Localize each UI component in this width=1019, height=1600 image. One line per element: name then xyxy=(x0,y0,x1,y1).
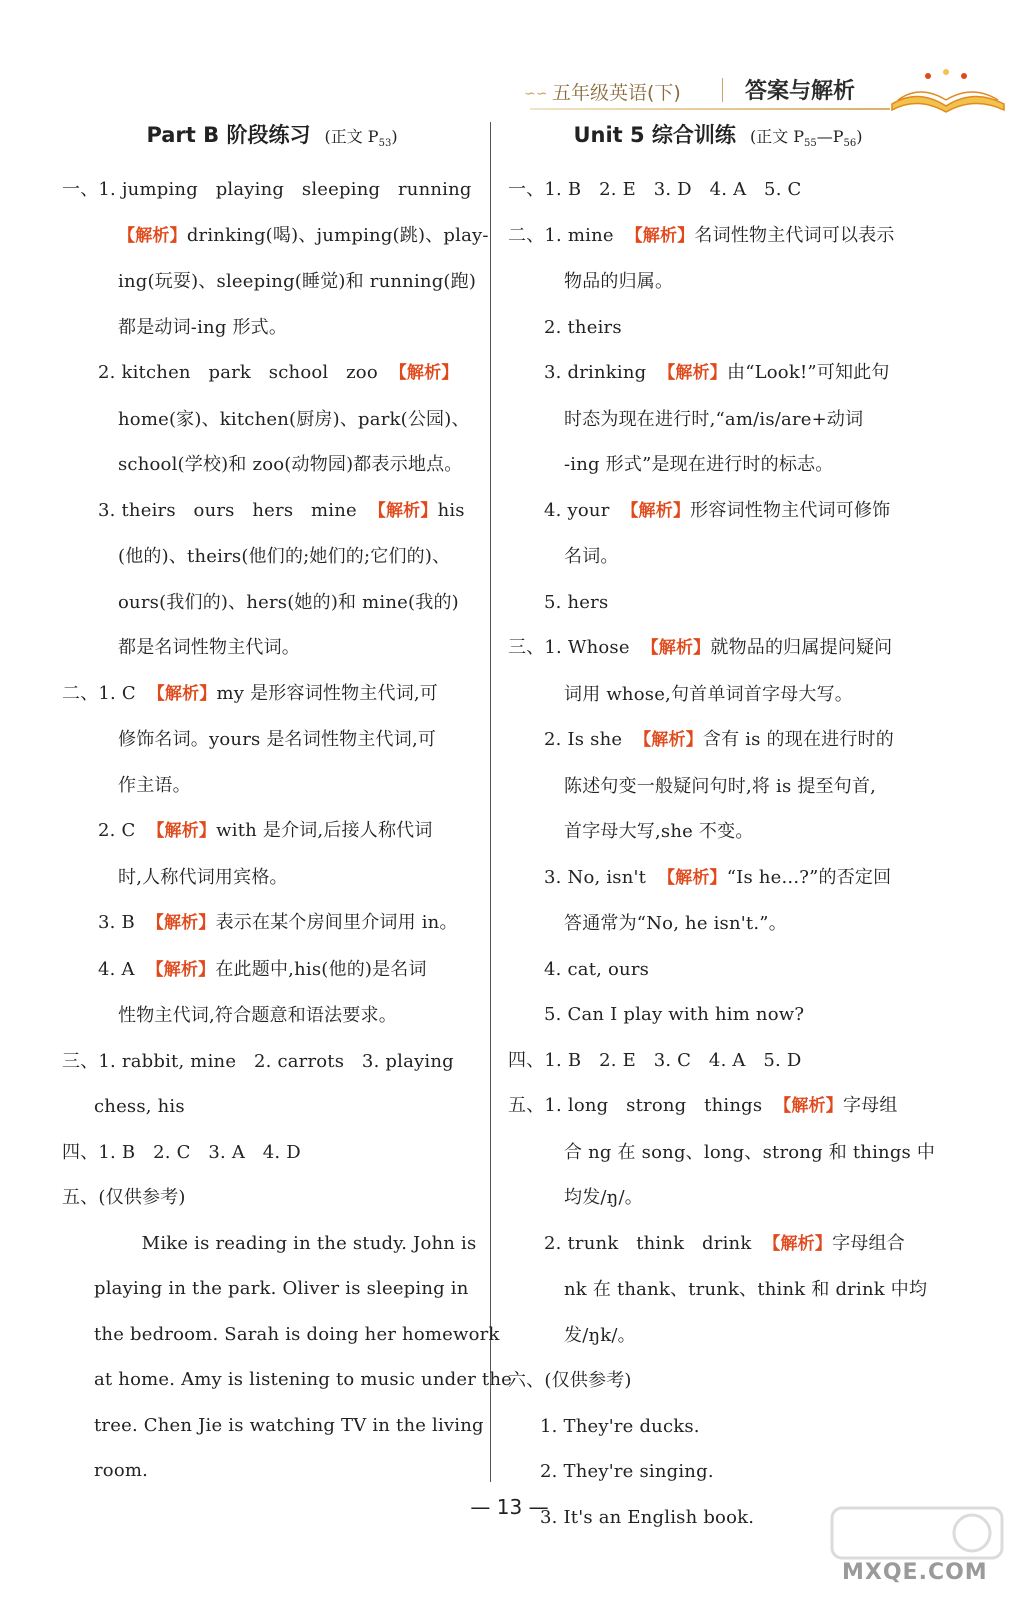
right-answer-line xyxy=(508,1130,936,1176)
answer-text: 修饰名词。yours 是名词性物主代词,可 xyxy=(118,729,437,751)
answer-text: 二、1. mine xyxy=(508,224,626,246)
answer-text: 四、1. B 2. E 3. C 4. A 5. D xyxy=(508,1049,802,1071)
left-answer-line xyxy=(62,397,482,443)
analysis-text: 表示在某个房间里介词用 in。 xyxy=(215,912,458,934)
answer-text: 都是名词性物主代词。 xyxy=(118,637,300,659)
swirl-ornament-icon: ∽∽ xyxy=(524,86,548,102)
answer-text: 五、(仅供参考) xyxy=(62,1187,186,1209)
left-answer-line xyxy=(62,1221,482,1267)
page-header xyxy=(0,60,1019,120)
left-answer-line xyxy=(62,625,482,671)
left-answer-line xyxy=(62,947,482,994)
left-answer-line xyxy=(62,717,482,763)
right-answer-line xyxy=(508,580,928,626)
right-answer-line xyxy=(508,442,928,488)
answer-text: 合 ng 在 song、long、strong 和 things 中 xyxy=(564,1141,936,1163)
answer-text: 4. cat, ours xyxy=(544,958,650,980)
right-answer-line xyxy=(508,809,928,855)
left-answer-line xyxy=(62,580,482,626)
analysis-tag: 【解析】 xyxy=(634,730,703,751)
analysis-text: my 是形容词性物主代词,可 xyxy=(216,682,439,704)
answer-text: 3. No, isn't xyxy=(544,866,658,888)
right-answer-line xyxy=(508,672,928,718)
left-answer-line xyxy=(62,1312,500,1358)
right-answer-line xyxy=(508,901,928,947)
analysis-tag: 【解析】 xyxy=(641,638,711,659)
right-answer-line xyxy=(508,717,928,764)
analysis-text: 名词性物主代词可以表示 xyxy=(694,224,895,246)
left-column xyxy=(62,118,512,1494)
left-answer-line xyxy=(62,1130,482,1176)
answer-text: 作主语。 xyxy=(118,774,191,796)
analysis-tag: 【解析】 xyxy=(774,1096,843,1117)
left-answer-line xyxy=(62,1357,512,1403)
left-answer-line xyxy=(62,1266,482,1312)
left-title-text: Part B 阶段练习 xyxy=(146,123,311,147)
answer-text: 时,人称代词用宾格。 xyxy=(118,866,288,888)
analysis-text: drinking(喝)、jumping(跳)、play- xyxy=(186,224,489,246)
answer-text: 五、1. long strong things xyxy=(508,1095,775,1117)
answer-text: 四、1. B 2. C 3. A 4. D xyxy=(62,1141,301,1163)
right-answer-line xyxy=(508,1038,928,1084)
left-answer-line xyxy=(62,167,482,213)
analysis-text: 字母组合 xyxy=(832,1232,905,1254)
left-answer-line xyxy=(62,1403,482,1449)
answer-text: 2. trunk think drink xyxy=(544,1232,764,1254)
right-answer-line xyxy=(508,947,928,993)
right-answer-line xyxy=(508,1221,928,1268)
left-answer-line xyxy=(62,671,482,718)
left-answer-line xyxy=(62,259,482,305)
left-answer-line xyxy=(62,1175,482,1221)
right-answer-line xyxy=(508,305,928,351)
analysis-text: with 是介词,后接人称代词 xyxy=(216,820,433,842)
analysis-tag: 【解析】 xyxy=(147,821,217,842)
answer-text: school(学校)和 zoo(动物园)都表示地点。 xyxy=(118,454,463,476)
answer-text: 发/ŋk/。 xyxy=(564,1324,636,1346)
left-page-ref: (正文 $P_{53}$) xyxy=(324,127,398,150)
left-answer-line xyxy=(62,488,482,535)
answer-text: tree. Chen Jie is watching TV in the living xyxy=(94,1414,484,1436)
answer-text: 时态为现在进行时,“am/is/are+动词 xyxy=(564,408,864,430)
right-column xyxy=(508,118,936,1540)
left-answer-lines xyxy=(62,167,512,1494)
answer-text: 2. Is she xyxy=(544,729,635,751)
analysis-tag: 【解析】 xyxy=(763,1233,833,1254)
right-answer-line xyxy=(508,1175,928,1221)
answer-text: nk 在 thank、trunk、think 和 drink 中均 xyxy=(564,1279,928,1301)
analysis-text: his xyxy=(437,499,465,521)
answer-text: 4. A xyxy=(98,958,147,980)
answer-text: home(家)、kitchen(厨房)、park(公园)、 xyxy=(118,408,470,430)
answer-text: 名词。 xyxy=(564,546,619,568)
analysis-tag: 【解析】 xyxy=(389,363,459,384)
analysis-tag: 【解析】 xyxy=(118,225,187,246)
left-answer-line xyxy=(62,442,482,488)
watermark-text: MXQE.COM xyxy=(842,1560,988,1585)
answer-text: 3. B xyxy=(98,912,147,934)
answer-text: ing(玩耍)、sleeping(睡觉)和 running(跑) xyxy=(118,271,477,293)
right-answer-line xyxy=(508,167,928,213)
answer-text: 六、(仅供参考) xyxy=(508,1370,632,1392)
left-answer-line xyxy=(62,855,482,901)
column-divider xyxy=(490,122,491,1482)
answer-text: at home. Amy is listening to music under the xyxy=(94,1369,512,1391)
analysis-tag: 【解析】 xyxy=(368,500,438,521)
answer-text: 陈述句变一般疑问句时,将 is 提至句首, xyxy=(564,775,877,797)
right-section-title xyxy=(508,118,928,161)
right-answer-line xyxy=(508,764,928,810)
answer-text: 二、1. C xyxy=(62,682,148,704)
answer-text: 都是动词-ing 形式。 xyxy=(118,316,288,338)
answer-text: 2. C xyxy=(98,820,148,842)
header-book-title: 五年级英语(下) xyxy=(552,82,681,104)
analysis-text: 含有 is 的现在进行时的 xyxy=(702,729,894,751)
answer-text: ours(我们的)、hers(她的)和 mine(我的) xyxy=(118,591,459,613)
answer-text: 三、1. rabbit, mine 2. carrots 3. playing xyxy=(62,1050,454,1072)
right-answer-line xyxy=(508,1267,928,1313)
right-answer-line xyxy=(508,1404,928,1450)
header-separator xyxy=(722,78,723,102)
right-answer-lines xyxy=(508,167,936,1540)
analysis-tag: 【解析】 xyxy=(146,959,216,980)
answer-text: 三、1. Whose xyxy=(508,637,642,659)
answer-text: 性物主代词,符合题意和语法要求。 xyxy=(118,1005,397,1027)
left-answer-line xyxy=(62,993,482,1039)
right-answer-line xyxy=(508,992,928,1038)
left-answer-line xyxy=(62,213,489,260)
answer-text: 物品的归属。 xyxy=(564,271,674,293)
left-section-title xyxy=(62,118,482,161)
answer-text: 均发/ŋ/。 xyxy=(564,1187,643,1209)
analysis-tag: 【解析】 xyxy=(621,500,691,521)
answer-text: 2. theirs xyxy=(544,316,622,338)
right-answer-line xyxy=(508,1313,928,1359)
analysis-tag: 【解析】 xyxy=(657,867,727,888)
answer-text: the bedroom. Sarah is doing her homework xyxy=(94,1323,500,1345)
answer-text: chess, his xyxy=(94,1096,185,1118)
answer-text: 4. your xyxy=(544,499,622,521)
answer-text: 1. They're ducks. xyxy=(540,1415,700,1437)
answer-text: 词用 whose,句首单词首字母大写。 xyxy=(564,683,853,705)
right-answer-line xyxy=(508,397,928,443)
right-answer-line xyxy=(508,1358,928,1404)
right-answer-line xyxy=(508,855,928,902)
answer-text: 5. Can I play with him now? xyxy=(544,1004,805,1026)
right-title-text: Unit 5 综合训练 xyxy=(573,123,736,147)
left-answer-line xyxy=(62,1084,482,1130)
right-page-ref: (正文 $P_{55}—P_{56}$) xyxy=(749,127,863,150)
right-answer-line xyxy=(508,350,928,397)
answer-text: Mike is reading in the study. John is xyxy=(118,1232,477,1254)
answer-text: 2. They're singing. xyxy=(540,1461,714,1483)
analysis-text: 由“Look!”可知此句 xyxy=(727,362,890,384)
answer-text: 首字母大写,she 不变。 xyxy=(564,821,754,843)
analysis-text: 形容词性物主代词可修饰 xyxy=(690,499,891,521)
left-answer-line xyxy=(62,350,482,397)
right-answer-line xyxy=(508,488,928,535)
answer-text: (他的)、theirs(他们的;她们的;它们的)、 xyxy=(118,546,451,568)
left-answer-line xyxy=(62,305,482,351)
answer-text: -ing 形式”是现在进行时的标志。 xyxy=(564,454,834,476)
analysis-text: 就物品的归属提问疑问 xyxy=(710,637,893,659)
left-answer-line xyxy=(62,1448,482,1494)
analysis-tag: 【解析】 xyxy=(625,225,695,246)
answer-text: 5. hers xyxy=(544,591,609,613)
answer-text: 2. kitchen park school zoo xyxy=(98,362,390,384)
left-answer-line xyxy=(62,808,482,855)
answer-text: 3. drinking xyxy=(544,362,659,384)
right-answer-line xyxy=(508,213,928,260)
answer-text: 一、1. jumping playing sleeping running xyxy=(62,179,472,201)
right-answer-line xyxy=(508,1083,928,1130)
left-answer-line xyxy=(62,763,482,809)
right-answer-line xyxy=(508,1449,928,1495)
answer-text: playing in the park. Oliver is sleeping in xyxy=(94,1278,469,1300)
answer-text: 一、1. B 2. E 3. D 4. A 5. C xyxy=(508,179,802,201)
left-answer-line xyxy=(62,1039,482,1085)
answer-text: 答通常为“No, he isn't.”。 xyxy=(564,913,787,935)
answer-text: 3. It's an English book. xyxy=(540,1506,755,1528)
analysis-tag: 【解析】 xyxy=(146,913,216,934)
right-answer-line xyxy=(508,625,928,672)
analysis-text: 字母组 xyxy=(842,1095,898,1117)
right-answer-line xyxy=(508,259,928,305)
page-number: — 13 — xyxy=(470,1495,549,1519)
analysis-text: “Is he...?”的否定回 xyxy=(726,866,892,888)
answer-text: 3. theirs ours hers mine xyxy=(98,499,369,521)
header-rule xyxy=(530,108,890,110)
analysis-tag: 【解析】 xyxy=(147,683,217,704)
answer-text: room. xyxy=(94,1460,149,1482)
analysis-tag: 【解析】 xyxy=(658,363,728,384)
right-answer-line xyxy=(508,534,928,580)
header-section-title: 答案与解析 xyxy=(745,79,856,104)
left-answer-line xyxy=(62,900,482,947)
open-book-icon xyxy=(888,66,1008,116)
analysis-text: 在此题中,his(他的)是名词 xyxy=(215,958,427,980)
left-answer-line xyxy=(62,534,482,580)
